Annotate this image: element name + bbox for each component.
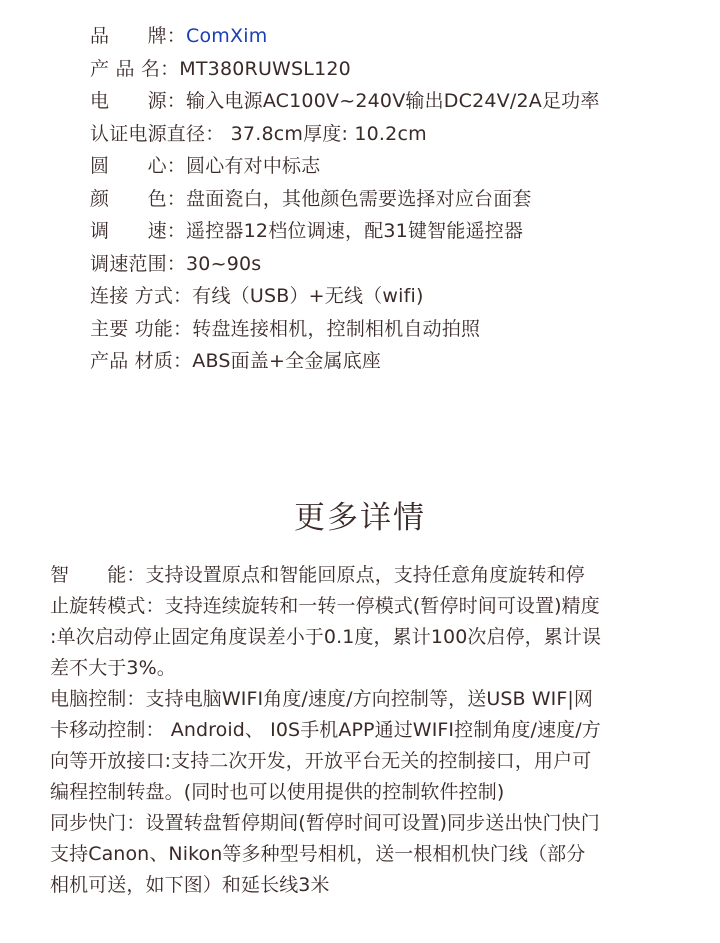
brand-value: ComXim bbox=[186, 25, 268, 47]
spec-list bbox=[90, 20, 710, 378]
detail-line: :单次启动停止固定角度误差小于0.1度，累计100次启停，累计误 bbox=[50, 626, 602, 648]
spec-row bbox=[90, 280, 710, 313]
spec-value: 转盘连接相机，控制相机自动拍照 bbox=[192, 317, 481, 340]
section-title: 更多详情 bbox=[294, 500, 426, 536]
spec-value: 30~90s bbox=[186, 252, 262, 275]
spec-value: 有线（USB）+无线（wifi) bbox=[192, 285, 424, 307]
spec-row bbox=[90, 150, 710, 183]
spec-label: 产 品 名： bbox=[90, 57, 180, 80]
detail-line: 编程控制转盘。(同时也可以使用提供的控制软件控制) bbox=[50, 781, 505, 803]
spec-label: 连接 方式： bbox=[90, 285, 193, 307]
detail-line: 差不大于3%。 bbox=[50, 657, 176, 679]
detail-line: 卡移动控制： Android、 I0S手机APP通过WIFI控制角度/速度/方 bbox=[50, 719, 601, 741]
spec-row bbox=[90, 248, 710, 281]
details-text bbox=[50, 560, 690, 901]
detail-line: 电脑控制：支持电脑WIFI角度/速度/方向控制等，送USB WIF|网 bbox=[50, 688, 593, 710]
spec-label: 圆 心： bbox=[90, 155, 187, 177]
spec-label: 品 牌： bbox=[90, 25, 187, 47]
spec-value: ABS面盖+全金属底座 bbox=[192, 350, 382, 372]
spec-label: 颜 色： bbox=[90, 187, 187, 210]
spec-label: 产品 材质： bbox=[90, 350, 193, 372]
spec-value: MT380RUWSL120 bbox=[179, 57, 351, 80]
spec-label: 调 速： bbox=[90, 220, 187, 242]
spec-label: 电 源： bbox=[90, 90, 187, 112]
spec-value: 遥控器12档位调速，配31键智能遥控器 bbox=[186, 220, 524, 242]
detail-line: 同步快门：设置转盘暂停期间(暂停时间可设置)同步送出快门快门 bbox=[50, 812, 600, 834]
spec-value: 盘面瓷白，其他颜色需要选择对应台面套 bbox=[186, 187, 532, 210]
spec-row bbox=[90, 183, 710, 216]
spec-label: 认证电源直径： bbox=[90, 122, 225, 145]
spec-row bbox=[90, 313, 710, 346]
detail-line: 支持Canon、Nikon等多种型号相机，送一根相机快门线（部分 bbox=[50, 843, 586, 865]
spec-row bbox=[90, 85, 710, 118]
spec-row bbox=[90, 215, 710, 248]
spec-row bbox=[90, 53, 710, 86]
spec-label: 主要 功能： bbox=[90, 317, 193, 340]
detail-line: 止旋转模式：支持连续旋转和一转一停模式(暂停时间可设置)精度 bbox=[50, 595, 600, 617]
detail-line: 相机可送，如下图）和延长线3米 bbox=[50, 874, 330, 896]
spec-row bbox=[90, 20, 710, 53]
spec-row bbox=[90, 118, 710, 151]
spec-value: 圆心有对中标志 bbox=[186, 155, 321, 177]
detail-line: 向等开放接口:支持二次开发，开放平台无关的控制接口，用户可 bbox=[50, 750, 592, 772]
spec-value: 输入电源AC100V~240V输出DC24V/2A足功率 bbox=[186, 90, 600, 112]
spec-label: 调速范围： bbox=[90, 252, 187, 275]
detail-line: 智 能：支持设置原点和智能回原点，支持任意角度旋转和停 bbox=[50, 564, 585, 586]
spec-value: 37.8cm厚度: 10.2cm bbox=[224, 122, 427, 145]
spec-row bbox=[90, 345, 710, 378]
